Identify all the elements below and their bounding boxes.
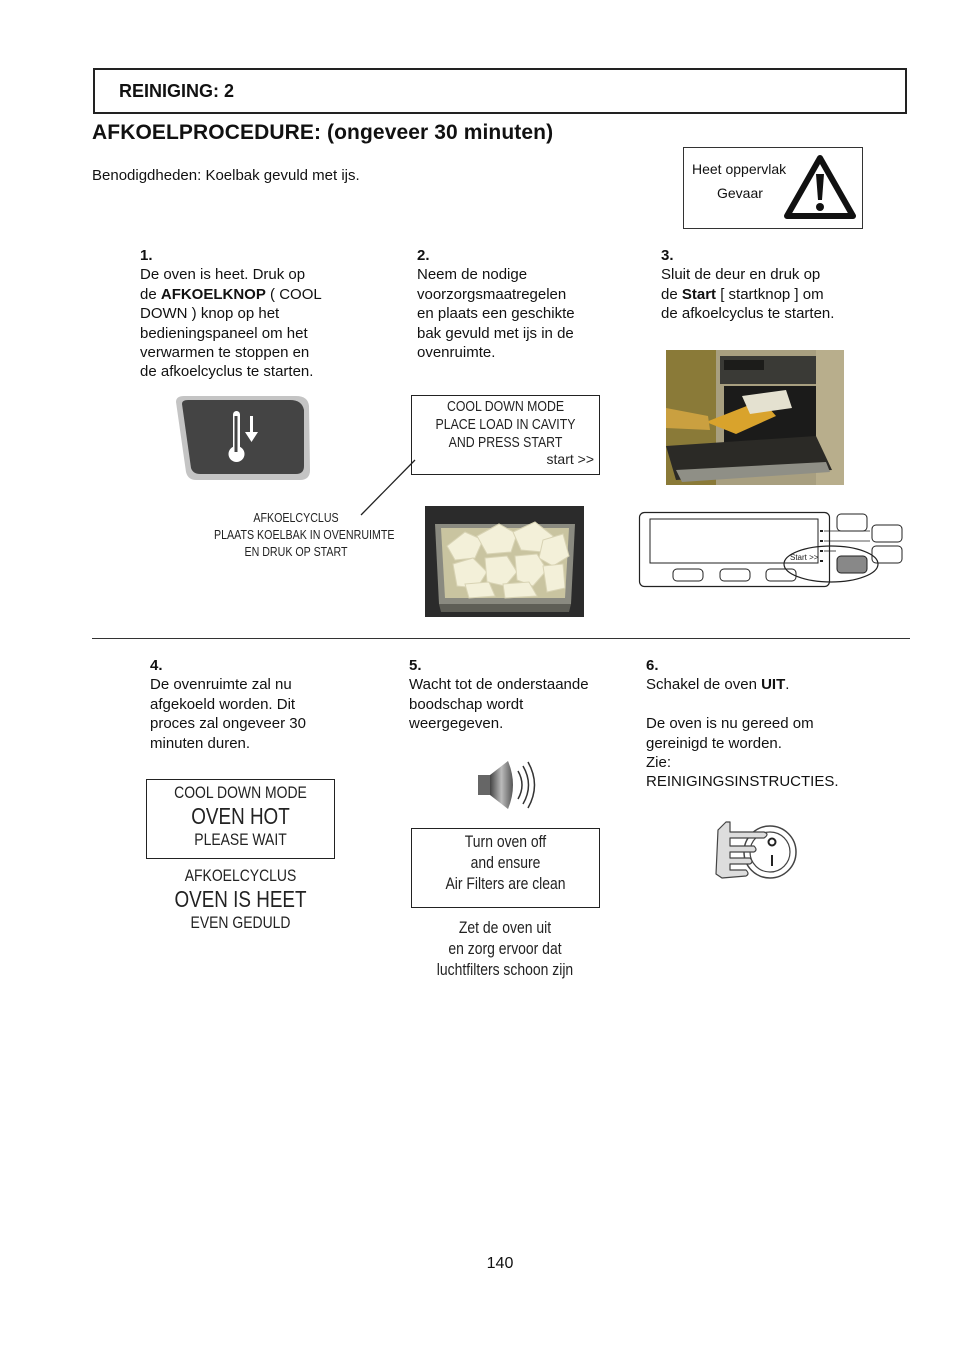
supplies-text: Benodigdheden: Koelbak gevuld met ijs. [92,167,360,184]
step-6 [646,656,839,792]
warning-line-1: Heet oppervlak [692,161,787,177]
step-5-number: 5. [409,657,422,674]
caption-line: AFKOELCYCLUS [253,510,339,525]
thermometer-down-icon [168,394,312,482]
display-line: Air Filters are clean [445,874,566,893]
step-4-line: minuten duren. [150,734,251,752]
warning-triangle-icon [784,154,856,220]
display-line: AND PRESS START [448,434,563,451]
step-2-line: voorzorgsmaatregelen [417,285,567,303]
step-4 [150,656,306,753]
control-panel-diagram [638,508,908,592]
step-5-line: Wacht tot de onderstaande [409,676,589,694]
oven-hot-caption-nl [146,866,335,933]
step-4-line: proces zal ongeveer 30 [150,715,306,733]
step-6-number: 6. [646,657,659,674]
turn-off-caption-nl [405,917,605,980]
step-1-line: de afkoelcyclus te starten. [140,363,314,381]
ice-tray-image [425,506,584,617]
step-2-number: 2. [417,247,430,264]
hot-surface-warning [683,147,863,229]
step-3-line: de Start [ startknop ] om [661,285,824,303]
step-4-line: afgekoeld worden. Dit [150,695,296,713]
step-5-line: boodschap wordt [409,695,524,713]
display-line: COOL DOWN MODE [446,398,565,415]
caption-line: EN DRUK OP START [244,544,348,559]
display-line: OVEN HOT [191,803,290,829]
step-3 [661,246,834,324]
step-1-line: de AFKOELKNOP ( COOL [140,285,322,303]
step-2-line: Neem de nodige [417,266,528,284]
display-start-label: start >> [546,451,594,467]
step-5-line: weergegeven. [409,715,504,733]
display-line: and ensure [470,853,541,872]
step-3-line: Sluit de deur en druk op [661,266,821,284]
step-1-line: De oven is heet. Druk op [140,266,306,284]
display-line: PLACE LOAD IN CAVITY [435,416,576,433]
step-6-spacer [646,695,839,714]
step-5 [409,656,589,734]
step-2-line: ovenruimte. [417,344,496,362]
caption-line: OVEN IS HEET [174,886,307,912]
caption-line: Zet de oven uit [458,918,552,937]
step-6-line: De oven is nu gereed om [646,715,814,733]
section-header-box [93,68,907,114]
page-number: 140 [486,1255,514,1272]
step-1-line: bedieningspaneel om het [140,324,308,342]
cooldown-display-en [411,395,600,475]
power-switch-hand-icon [712,816,798,884]
oven-hot-display-en [146,779,335,859]
turn-off-display-en [411,828,600,908]
step-1-number: 1. [140,247,153,264]
caption-line: luchtfilters schoon zijn [436,960,574,979]
cooldown-caption-nl [196,509,396,560]
oven-loading-photo [666,350,844,485]
step-6-line: gereinigd te worden. [646,734,782,752]
display-line: Turn oven off [464,832,547,851]
display-line: COOL DOWN MODE [174,783,307,802]
step-6-line: Zie: [646,754,672,772]
step-1 [140,246,322,382]
step-2-line: en plaats een geschikte [417,305,575,323]
caption-line: PLAATS KOELBAK IN OVENRUIMTE [214,527,395,542]
step-6-line: REINIGINGSINSTRUCTIES. [646,773,839,791]
section-label: REINIGING: 2 [119,81,235,101]
section-divider [92,638,910,639]
caption-line: AFKOELCYCLUS [184,866,297,885]
step-3-number: 3. [661,247,674,264]
caption-line: en zorg ervoor dat [448,939,562,958]
step-1-line: DOWN ) knop op het [140,305,280,323]
display-line: PLEASE WAIT [194,830,287,849]
panel-start-label: Start >> [790,553,819,562]
step-4-number: 4. [150,657,163,674]
warning-line-2: Gevaar [717,185,763,201]
speaker-icon [474,759,538,811]
step-3-line: de afkoelcyclus te starten. [661,305,835,323]
page-title: AFKOELPROCEDURE: (ongeveer 30 minuten) [92,121,554,144]
caption-line: EVEN GEDULD [190,913,291,932]
step-2-line: bak gevuld met ijs in de [417,324,574,342]
step-1-line: verwarmen te stoppen en [140,344,310,362]
step-6-line: Schakel de oven UIT. [646,676,790,694]
step-2 [417,246,575,362]
step-4-line: De ovenruimte zal nu [150,676,292,694]
